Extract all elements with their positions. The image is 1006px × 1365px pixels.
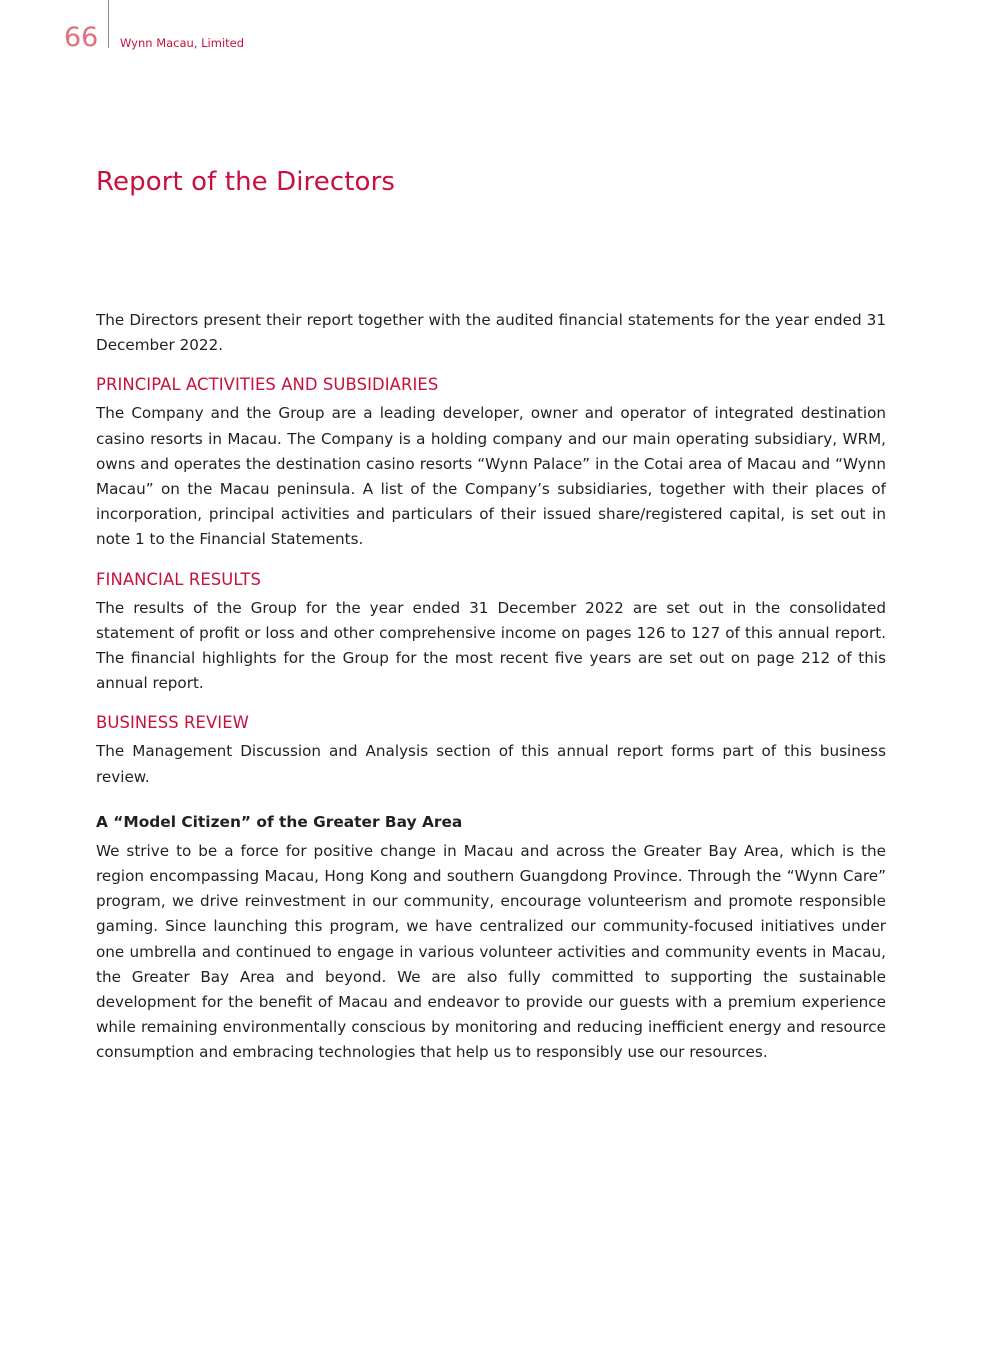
report-body [96,308,886,1066]
section-body-financial-results: The results of the Group for the year ended 31 December 2022 are set out in the consolidated statement of profit or loss and other comprehensive income on pages 126 to 127 of this annual report. The financial highlights for the Group for the most recent five years are set out on page 212 of this annual report. [96,598,886,693]
subsection-body-model-citizen: We strive to be a force for positive change in Macau and across the Greater Bay Area, which is the region encompassing Macau, Hong Kong and southern Guangdong Province. Through the “Wynn Care” program, we drive reinvestment in our community, encourage volunteerism and promote responsible gaming. Since launching this program, we have centralized our community-focused initiatives under one umbrella and continued to engage in various volunteer activities and community events in Macau, the Greater Bay Area and beyond. We are also fully committed to supporting the sustainable development for the benefit of Macau and endeavor to provide our guests with a premium experience while remaining environmentally conscious by monitoring and reducing inefficient energy and resource consumption and embracing technologies that help us to responsibly use our resources. [96,841,886,1062]
section-body-business-review: The Management Discussion and Analysis section of this annual report forms part of this business review. [96,742,886,786]
subsection-heading-model-citizen: A “Model Citizen” of the Greater Bay Area [96,812,463,831]
section-heading-financial-results: FINANCIAL RESULTS [96,569,261,589]
header-divider [108,0,109,48]
intro-paragraph: The Directors present their report together with the audited financial statements for the year ended 31 December 2022. [96,311,886,355]
header-company-name: Wynn Macau, Limited [120,36,245,50]
page-header [0,0,1006,60]
page-title: Report of the Directors [96,167,396,197]
section-heading-principal-activities: PRINCIPAL ACTIVITIES AND SUBSIDIARIES [96,375,439,395]
page-number: 66 [64,22,99,53]
section-body-principal-activities: The Company and the Group are a leading developer, owner and operator of integrated destination casino resorts in Macau. The Company is a holding company and our main operating subsidiary, WRM, owns and operates the destination casino resorts “Wynn Palace” in the Cotai area of Macau and “Wynn Macau” on the Macau peninsula. A list of the Company’s subsidiaries, together with their places of incorporation, principal activities and particulars of their issued share/registered capital, is set out in note 1 to the Financial Statements. [96,404,886,549]
section-heading-business-review: BUSINESS REVIEW [96,713,249,733]
